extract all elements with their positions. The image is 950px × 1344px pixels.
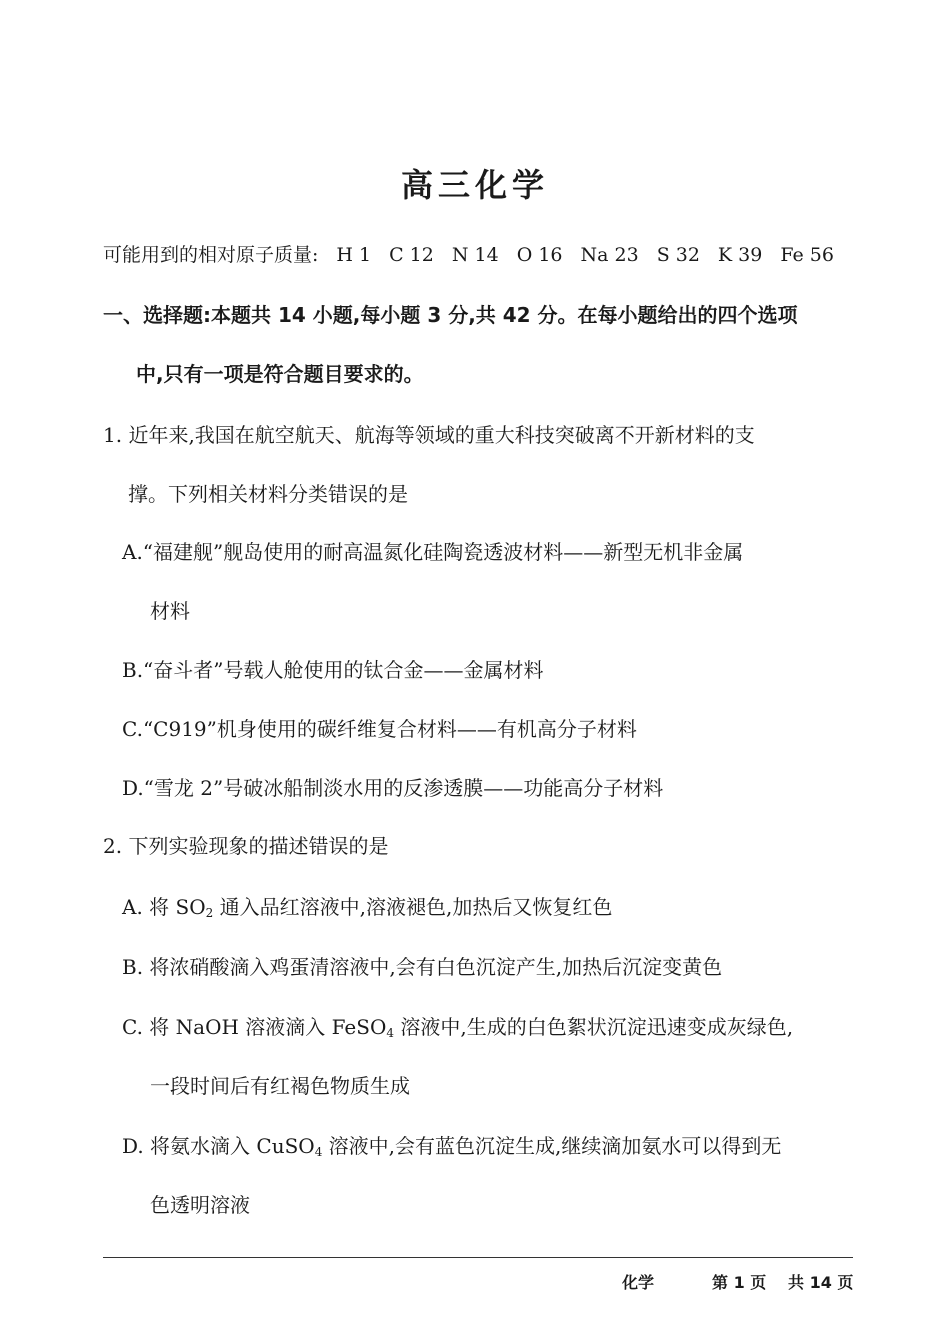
q1-option-a-line2: 材料 xyxy=(150,599,190,623)
q2-option-d-line1: D. 将氨水滴入 CuSO$_4$ 溶液中,会有蓝色沉淀生成,继续滴加氨水可以得到无 xyxy=(122,1134,782,1159)
footer-page-number: 第 1 页 xyxy=(712,1273,767,1292)
q1-option-a-line1: A.“福建舰”舰岛使用的耐高温氮化硅陶瓷透波材料——新型无机非金属 xyxy=(122,540,744,564)
mass-h: H 1 xyxy=(336,244,372,266)
q1-stem-line1: 1. 近年来,我国在航空航天、航海等领域的重大科技突破离不开新材料的支 xyxy=(103,423,755,447)
footer-total-pages: 共 14 页 xyxy=(788,1273,854,1292)
q2-stem: 2. 下列实验现象的描述错误的是 xyxy=(103,834,389,858)
atomic-masses-line xyxy=(103,241,834,269)
q2-option-b: B. 将浓硝酸滴入鸡蛋清溶液中,会有白色沉淀产生,加热后沉淀变黄色 xyxy=(122,955,723,979)
q1-stem-line2: 撑。下列相关材料分类错误的是 xyxy=(128,482,408,506)
mass-k: K 39 xyxy=(717,244,763,266)
q2-option-c-line1: C. 将 NaOH 溶液滴入 FeSO$_4$ 溶液中,生成的白色絮状沉淀迅速变成灰绿色, xyxy=(122,1015,794,1040)
footer-subject: 化学 xyxy=(622,1273,655,1292)
footer-divider xyxy=(103,1257,853,1258)
page-title: 高三化学 xyxy=(400,166,549,204)
mass-s: S 32 xyxy=(656,244,700,266)
q2-option-d-line2: 色透明溶液 xyxy=(150,1193,250,1217)
mass-n: N 14 xyxy=(451,244,499,266)
q2-option-c-line2: 一段时间后有红褐色物质生成 xyxy=(150,1074,410,1098)
mass-na: Na 23 xyxy=(580,244,639,266)
section-heading-line1: 一、选择题:本题共 14 小题,每小题 3 分,共 42 分。在每小题给出的四个选项 xyxy=(103,303,798,327)
q2-option-a: A. 将 $SO_2$ 通入品红溶液中,溶液褪色,加热后又恢复红色 xyxy=(122,895,613,920)
section-heading-line2: 中,只有一项是符合题目要求的。 xyxy=(136,362,424,386)
mass-o: O 16 xyxy=(516,244,563,266)
atomic-masses-label: 可能用到的相对原子质量: xyxy=(103,244,319,266)
q1-option-b: B.“奋斗者”号载人舱使用的钛合金——金属材料 xyxy=(122,658,544,682)
q1-option-c: C.“C919”机身使用的碳纤维复合材料——有机高分子材料 xyxy=(122,717,637,741)
q1-option-d: D.“雪龙 2”号破冰船制淡水用的反渗透膜——功能高分子材料 xyxy=(122,776,664,800)
mass-fe: Fe 56 xyxy=(780,244,834,266)
mass-c: C 12 xyxy=(389,244,434,266)
